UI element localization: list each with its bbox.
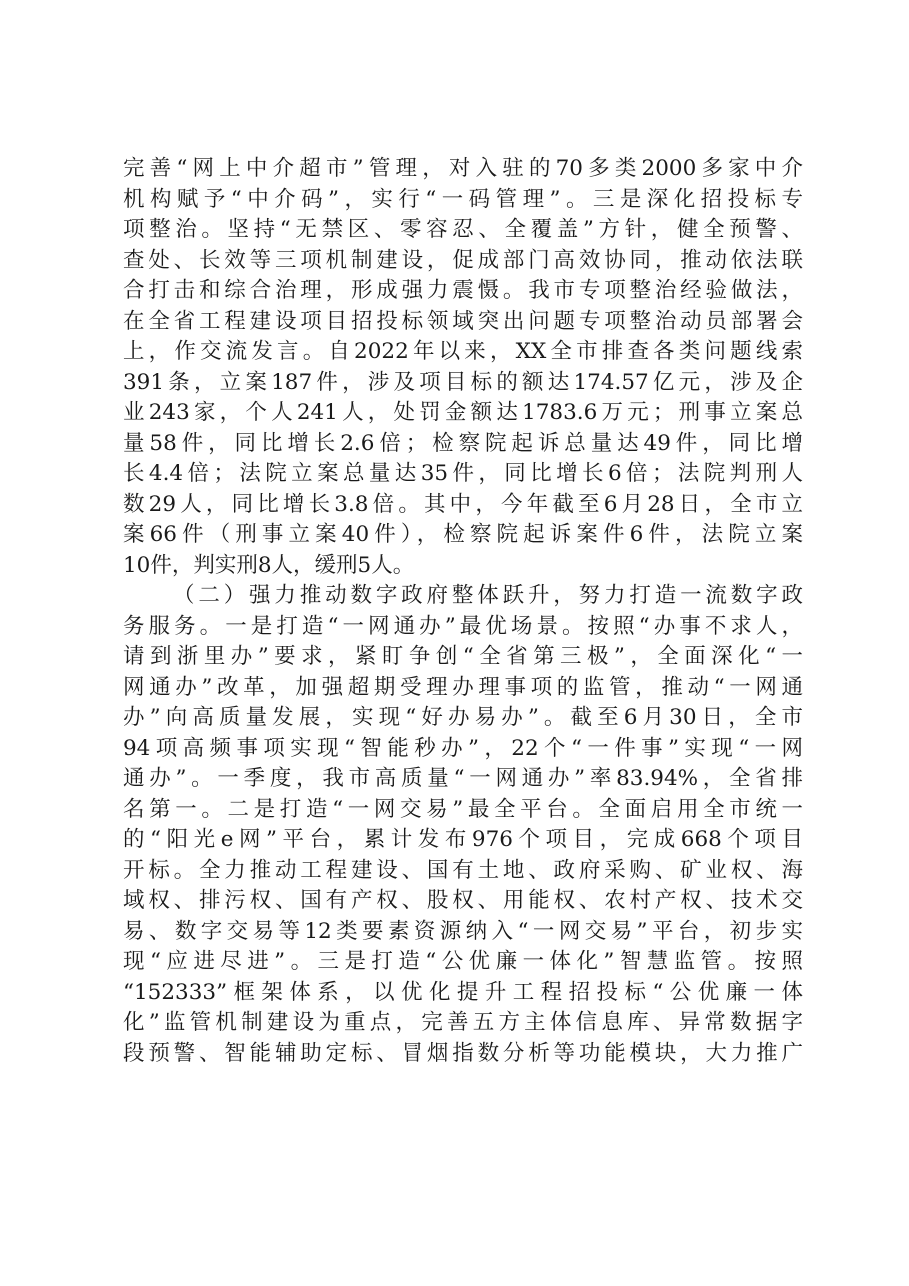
text-line: 查处、长效等三项机制建设，促成部门高效协同，推动依法联	[123, 247, 803, 273]
text-line: 易、数字交易等12类要素资源纳入“一网交易”平台，初步实	[123, 918, 803, 944]
text-line: 段预警、智能辅助定标、冒烟指数分析等功能模块，大力推广	[123, 1040, 803, 1066]
text-line: 合打击和综合治理，形成强力震慑。我市专项整治经验做法，	[123, 278, 803, 303]
text-line: 域权、排污权、国有产权、股权、用能权、农村产权、技术交	[123, 888, 803, 913]
text-line: 在全省工程建设项目招投标领域突出问题专项整治动员部署会	[123, 308, 803, 334]
text-line: 请到浙里办”要求，紧盯争创“全省第三极”，全面深化“一	[123, 644, 803, 669]
text-line: 的“阳光e网”平台，累计发布976个项目，完成668个项目	[123, 827, 803, 852]
text-line: 案66件（刑事立案40件），检察院起诉案件6件，法院立案	[123, 522, 803, 547]
text-line: 网通办”改革，加强超期受理办理事项的监管，推动“一网通	[123, 674, 803, 700]
text-line: 机构赋予“中介码”，实行“一码管理”。三是深化招投标专	[123, 186, 803, 212]
text-line: 化”监管机制建设为重点，完善五方主体信息库、异常数据字	[123, 1010, 803, 1035]
paragraph-end-line: 10件，判实刑8人，缓刑5人。	[123, 552, 415, 578]
text-line: 业243家，个人241人，处罚金额达1783.6万元；刑事立案总	[123, 400, 803, 425]
text-line: 名第一。二是打造“一网交易”最全平台。全面启用全市统一	[123, 796, 803, 822]
text-line: 务服务。一是打造“一网通办”最优场景。按照“办事不求人，	[123, 613, 803, 639]
text-line: 数29人，同比增长3.8倍。其中，今年截至6月28日，全市立	[123, 491, 803, 517]
text-line: 391条，立案187件，涉及项目标的额达174.57亿元，涉及企	[123, 369, 803, 395]
text-line: 完善“网上中介超市”管理，对入驻的70多类2000多家中介	[123, 156, 803, 181]
text-line: 项整治。坚持“无禁区、零容忍、全覆盖”方针，健全预警、	[123, 217, 803, 242]
text-line: 量58件，同比增长2.6倍；检察院起诉总量达49件，同比增	[123, 430, 803, 456]
text-line: “152333”框架体系，以优化提升工程招投标“公优廉一体	[123, 979, 803, 1005]
text-line: 通办”。一季度，我市高质量“一网通办”率83.94%，全省排	[123, 766, 803, 791]
text-line: 94项高频事项实现“智能秒办”，22个“一件事”实现“一网	[123, 735, 803, 761]
text-line: 现“应进尽进”。三是打造“公优廉一体化”智慧监管。按照	[123, 949, 803, 974]
body-text	[123, 154, 803, 1069]
text-line: 开标。全力推动工程建设、国有土地、政府采购、矿业权、海	[123, 857, 803, 883]
text-line: 办”向高质量发展，实现“好办易办”。截至6月30日，全市	[123, 705, 803, 730]
text-line: 长4.4倍；法院立案总量达35件，同比增长6倍；法院判刑人	[123, 461, 803, 486]
section-heading-line: （二）强力推动数字政府整体跃升，努力打造一流数字政	[173, 583, 803, 608]
text-line: 上，作交流发言。自2022年以来，XX全市排查各类问题线索	[123, 339, 803, 364]
